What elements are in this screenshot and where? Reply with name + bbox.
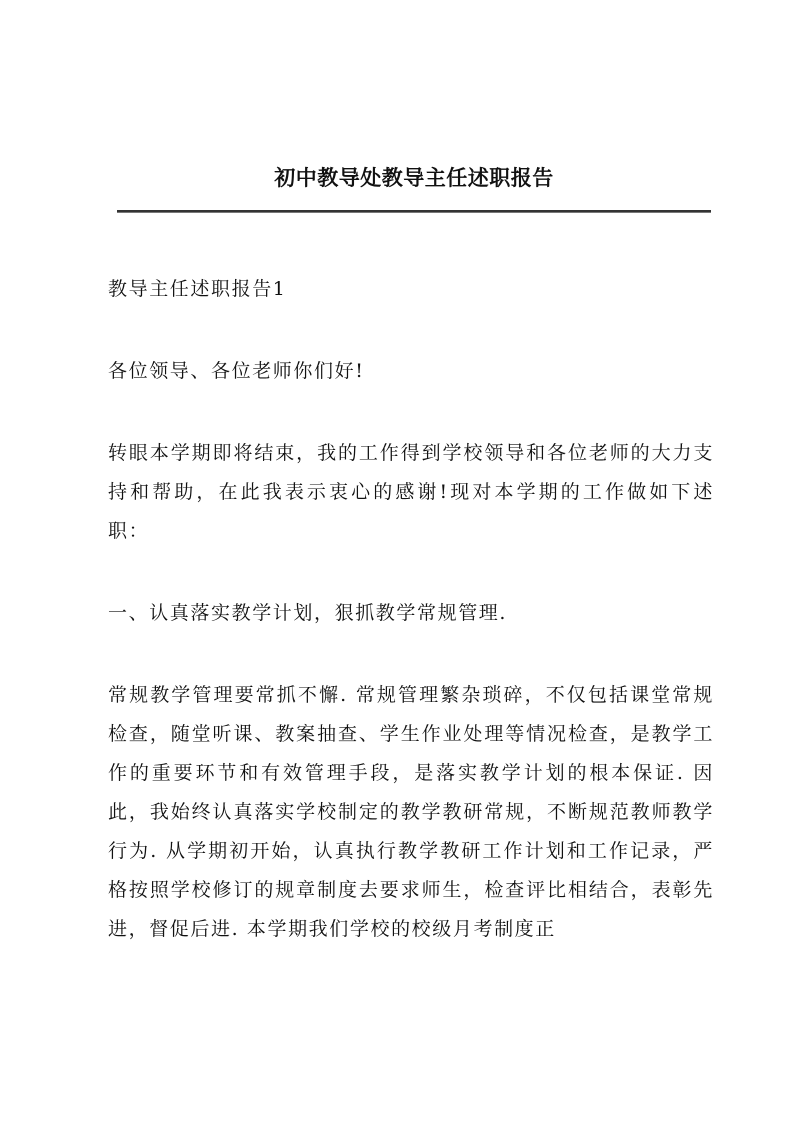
greeting-paragraph: 各位领导、各位老师你们好!	[108, 360, 365, 382]
intro-paragraph: 转眼本学期即将结束，我的工作得到学校领导和各位老师的大力支持和帮助，在此我表示衷心的感谢!现对本学期的工作做如下述职：	[108, 442, 714, 542]
section-heading: 教导主任述职报告1	[108, 278, 287, 300]
point-heading: 一、认真落实教学计划，狠抓教学常规管理.	[108, 602, 508, 624]
title-divider	[117, 210, 711, 213]
body-paragraph: 常规教学管理要常抓不懈. 常规管理繁杂琐碎，不仅包括课堂常规检查，随堂听课、教案抽查、学生作业处理等情况检查，是教学工作的重要环节和有效管理手段，是落实教学计划的根本保证. 因此，我始终认真落实学校制定的教学教研常规，不断规范教师教学行为. 从学期初开始，认真执行教学教研工作计划和工作记录，严格按照学校修订的规章制度去要求师生，检查评比相结合，表彰先进，督促后进. 本学期我们学校的校级月考制度正	[108, 684, 714, 940]
document-body	[108, 270, 714, 992]
document-title: 初中教导处教导主任述职报告	[274, 165, 554, 190]
